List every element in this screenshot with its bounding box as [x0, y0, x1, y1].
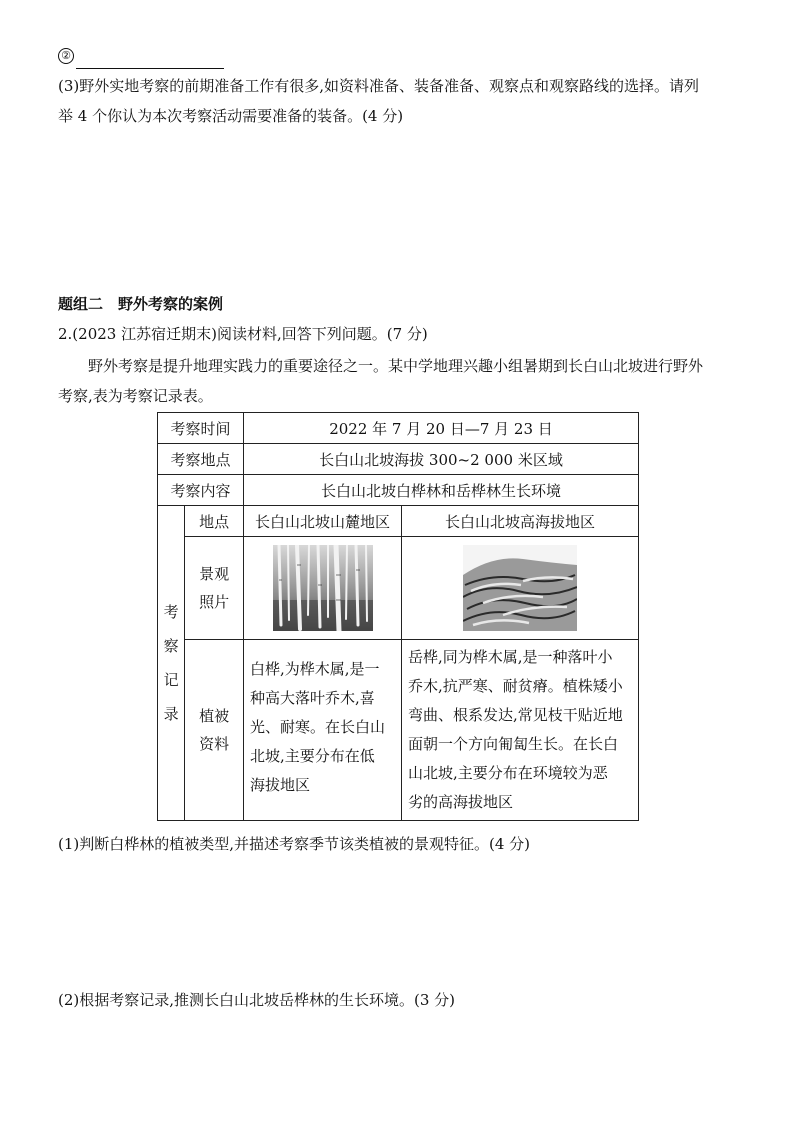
- photo-cell-a: [244, 537, 402, 640]
- photo-label: 景观 照片: [185, 537, 244, 640]
- blank-line[interactable]: [76, 52, 224, 69]
- question-3-line1: (3)野外实地考察的前期准备工作有很多,如资料准备、装备准备、观察点和观察路线的选择。请列: [58, 77, 700, 95]
- site-b: 长白山北坡高海拔地区: [402, 506, 639, 537]
- place-value: 长白山北坡海拔 300~2 000 米区域: [244, 444, 639, 475]
- record-label: 考 察 记 录: [158, 506, 185, 821]
- place-label: 考察地点: [158, 444, 244, 475]
- erman-birch-photo: [463, 545, 577, 631]
- veg-a: 白桦,为桦木属,是一 种高大落叶乔木,喜 光、耐寒。在长白山 北坡,主要分布在低 海拔地区: [244, 640, 402, 821]
- answer-blank-2: [58, 41, 224, 69]
- record-table: [157, 412, 639, 821]
- veg-b: 岳桦,同为桦木属,是一种落叶小 乔木,抗严寒、耐贫瘠。植株矮小 弯曲、根系发达,常见枝干贴近地 面朝一个方向匍匐生长。在长白 山北坡,主要分布在环境较为恶 劣的高海拔地区: [402, 640, 639, 821]
- intro-line2: 考察,表为考察记录表。: [58, 387, 213, 405]
- birch-forest-photo: [273, 545, 373, 631]
- sub-question-1: (1)判断白桦林的植被类型,并描述考察季节该类植被的景观特征。(4 分): [58, 835, 531, 853]
- photo-cell-b: [402, 537, 639, 640]
- content-label: 考察内容: [158, 475, 244, 506]
- content-value: 长白山北坡白桦林和岳桦林生长环境: [244, 475, 639, 506]
- intro-line1: 野外考察是提升地理实践力的重要途径之一。某中学地理兴趣小组暑期到长白山北坡进行野外: [88, 357, 704, 375]
- circled-number: ②: [58, 48, 74, 64]
- question-3-line2: 举 4 个你认为本次考察活动需要准备的装备。(4 分): [58, 107, 404, 125]
- site-label: 地点: [185, 506, 244, 537]
- question-2-header: 2.(2023 江苏宿迁期末)阅读材料,回答下列问题。(7 分): [58, 325, 428, 343]
- time-label: 考察时间: [158, 413, 244, 444]
- veg-label: 植被 资料: [185, 640, 244, 821]
- site-a: 长白山北坡山麓地区: [244, 506, 402, 537]
- time-value: 2022 年 7 月 20 日—7 月 23 日: [244, 413, 639, 444]
- sub-question-2: (2)根据考察记录,推测长白山北坡岳桦林的生长环境。(3 分): [58, 991, 456, 1009]
- group-title: 题组二 野外考察的案例: [58, 295, 224, 313]
